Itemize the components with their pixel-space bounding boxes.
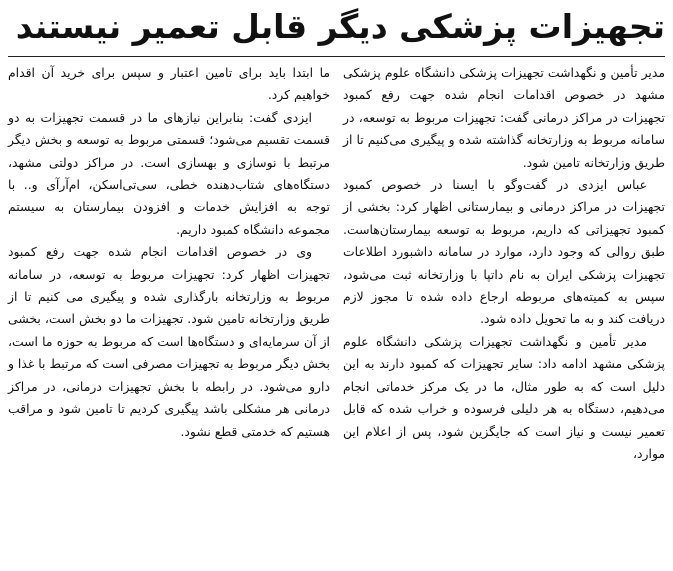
left-column bbox=[8, 62, 330, 443]
paragraph: ایزدی گفت: بنابراین نیازهای ما در قسمت تجهیزات به دو قسمت تقسیم می‌شود؛ قسمتی مربوط به توسعه و بخش دیگر مرتبط با نوسازی و بهسازی است. در مراکز دولتی مشهد، دستگاه‌های شتاب‌دهنده خطی، سی‌تی‌اسکن، ام‌آرآی و.. با توجه به افزایش خدمات و افزودن بیمارستان به سیستم مجموعه دانشگاه کمبود داریم. bbox=[8, 109, 330, 237]
right-column bbox=[343, 62, 665, 465]
paragraph: وی در خصوص اقدامات انجام شده جهت رفع کمبود تجهیزات اظهار کرد: تجهیزات مربوط به توسعه، در سامانه مربوط به وزارتخانه بارگذاری شده و پیگیری می کنیم تا از طریق وزارتخانه تامین شود. تجهیزات ما دو بخش است، بخشی از آن سرمایه‌ای و دستگاه‌ها است که مربوط به حوزه ما است، بخش دیگر مربوط به تجهیزات مصرفی است که مرتبط با غذا و دارو می‌شود. در رابطه با بخش تجهیزات درمانی، در مراکز درمانی هر مشکلی باشد پیگیری کردیم تا تامین شود و مراقب هستیم که خدمتی قطع نشود. bbox=[8, 244, 330, 439]
paragraph: مدیر تأمین و نگهداشت تجهیزات پزشکی دانشگاه علوم پزشکی مشهد ادامه داد: سایر تجهیزات که کمبود دارند به این دلیل است که به طور مثال، ما در یک مرکز خدماتی انجام می‌دهیم، دستگاه به هر دلیلی فرسوده و خراب شده که قابل تعمیر نیست و نیاز است که جایگزین شود، پس از اعلام این موارد، bbox=[343, 333, 665, 461]
paragraph: ما ابتدا باید برای تامین اعتبار و سپس برای خرید آن اقدام خواهیم کرد. bbox=[8, 65, 330, 103]
paragraph: عباس ایزدی در گفت‌وگو با ایسنا در خصوص کمبود تجهیزات در مراکز درمانی و بیمارستانی اظهار کرد: بخشی از کمبود تجهیزاتی که داریم، مربوط به توسعه بیمارستان‌هاست. طبق روالی که وجود دارد، موارد در سامانه داشبورد اطلاعات تجهیزات پزشکی ایران به نام داتپا با وزارتخانه ثبت می‌شود، سپس به کمیته‌های مربوطه ارجاع داده شده تا مجوز لازم دریافت کند و به ما تحویل داده شود. bbox=[343, 177, 665, 327]
paragraph: مدیر تأمین و نگهداشت تجهیزات پزشکی دانشگاه علوم پزشکی مشهد در خصوص اقدامات انجام شده جهت رفع کمبود تجهیزات در مراکز درمانی گفت: تجهیزات مربوط به توسعه، در سامانه مربوط به وزارتخانه گذاشته شده و پیگیری می‌کنیم تا از طریق وزارتخانه تامین شود. bbox=[343, 65, 665, 170]
headline: تجهیزات پزشکی دیگر قابل تعمیر نیستند bbox=[15, 7, 665, 46]
headline-divider bbox=[8, 56, 665, 57]
